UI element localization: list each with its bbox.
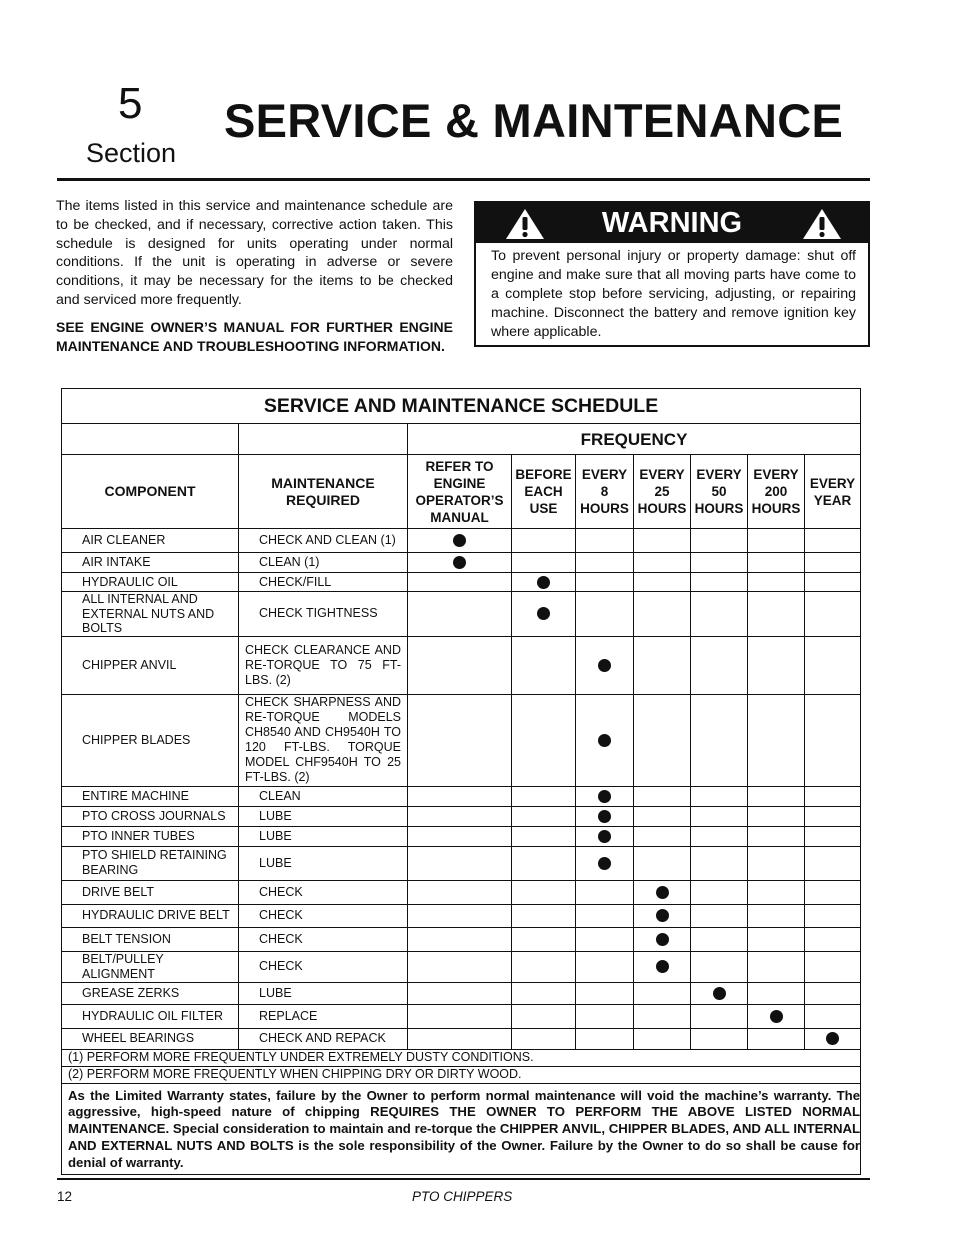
title-divider	[57, 178, 870, 181]
table-row	[62, 529, 861, 553]
component-cell: HYDRAULIC OIL	[62, 573, 239, 592]
table-row	[62, 553, 861, 573]
table-row	[62, 786, 861, 806]
schedule-dot-icon	[537, 576, 550, 589]
frequency-cell-h25	[634, 880, 691, 904]
component-cell: ALL INTERNAL AND EXTERNAL NUTS AND BOLTS	[62, 592, 239, 637]
frequency-cell-year	[805, 1004, 861, 1028]
page-title: SERVICE & MAINTENANCE	[224, 94, 844, 147]
frequency-cell-h50	[691, 529, 748, 553]
component-cell: BELT TENSION	[62, 927, 239, 951]
frequency-cell-h50	[691, 880, 748, 904]
column-header-every-25-hours: EVERY 25 HOURS	[634, 455, 691, 529]
frequency-cell-h200	[748, 806, 805, 826]
frequency-cell-year	[805, 592, 861, 637]
schedule-dot-icon	[656, 886, 669, 899]
frequency-cell-year	[805, 1028, 861, 1049]
column-header-component: COMPONENT	[62, 455, 239, 529]
frequency-cell-h200	[748, 927, 805, 951]
frequency-cell-h8	[576, 553, 634, 573]
frequency-cell-manual	[408, 982, 512, 1004]
maintenance-cell: REPLACE	[239, 1004, 408, 1028]
frequency-cell-h200	[748, 826, 805, 846]
maintenance-cell: CHECK AND REPACK	[239, 1028, 408, 1049]
maintenance-cell: CHECK SHARPNESS AND RE-TORQUE MODELS CH8540 AND CH9540H TO 120 FT-LBS. TORQUE MODEL CHF9540H TO 25 FT-LBS. (2)	[239, 694, 408, 786]
frequency-cell-h25	[634, 982, 691, 1004]
frequency-cell-before	[512, 927, 576, 951]
maintenance-cell: CHECK/FILL	[239, 573, 408, 592]
table-row	[62, 826, 861, 846]
warranty-row	[62, 1083, 861, 1175]
column-header-every-8-hours: EVERY 8 HOURS	[576, 455, 634, 529]
frequency-cell-h50	[691, 826, 748, 846]
section-number: 5	[118, 79, 143, 128]
maintenance-schedule-table	[61, 388, 861, 1175]
frequency-cell-manual	[408, 636, 512, 694]
empty-header-cell	[239, 424, 408, 455]
frequency-cell-before	[512, 592, 576, 637]
frequency-cell-year	[805, 826, 861, 846]
column-header-every-50-hours: EVERY 50 HOURS	[691, 455, 748, 529]
frequency-cell-manual	[408, 904, 512, 927]
footnote: (1) PERFORM MORE FREQUENTLY UNDER EXTREMELY DUSTY CONDITIONS.	[62, 1049, 861, 1066]
component-cell: HYDRAULIC DRIVE BELT	[62, 904, 239, 927]
section-label: Section	[86, 138, 177, 168]
frequency-cell-year	[805, 694, 861, 786]
schedule-dot-icon	[598, 790, 611, 803]
note-row	[62, 1049, 861, 1066]
table-row	[62, 846, 861, 880]
table-row	[62, 982, 861, 1004]
table-row	[62, 951, 861, 982]
frequency-cell-year	[805, 529, 861, 553]
frequency-cell-h8	[576, 826, 634, 846]
frequency-cell-h50	[691, 1028, 748, 1049]
frequency-cell-h50	[691, 694, 748, 786]
frequency-cell-year	[805, 951, 861, 982]
frequency-cell-h50	[691, 982, 748, 1004]
frequency-cell-h8	[576, 846, 634, 880]
frequency-cell-manual	[408, 826, 512, 846]
frequency-cell-h25	[634, 592, 691, 637]
table-row	[62, 573, 861, 592]
schedule-dot-icon	[453, 534, 466, 547]
frequency-cell-h50	[691, 951, 748, 982]
table-row	[62, 1004, 861, 1028]
frequency-cell-h200	[748, 573, 805, 592]
component-cell: CHIPPER ANVIL	[62, 636, 239, 694]
table-row	[62, 1028, 861, 1049]
frequency-cell-h8	[576, 982, 634, 1004]
frequency-cell-before	[512, 846, 576, 880]
warning-triangle-icon	[802, 208, 842, 240]
frequency-cell-h50	[691, 927, 748, 951]
component-cell: ENTIRE MACHINE	[62, 786, 239, 806]
frequency-cell-manual	[408, 694, 512, 786]
table-row	[62, 806, 861, 826]
footer-divider	[57, 1178, 870, 1180]
frequency-cell-before	[512, 636, 576, 694]
component-cell: BELT/PULLEY ALIGNMENT	[62, 951, 239, 982]
schedule-dot-icon	[598, 659, 611, 672]
frequency-cell-year	[805, 573, 861, 592]
frequency-cell-h50	[691, 1004, 748, 1028]
frequency-cell-h8	[576, 880, 634, 904]
frequency-cell-h50	[691, 904, 748, 927]
frequency-cell-h25	[634, 951, 691, 982]
schedule-dot-icon	[598, 734, 611, 747]
frequency-cell-before	[512, 880, 576, 904]
frequency-cell-h25	[634, 927, 691, 951]
frequency-cell-manual	[408, 786, 512, 806]
frequency-cell-h25	[634, 636, 691, 694]
frequency-cell-manual	[408, 529, 512, 553]
frequency-cell-h8	[576, 636, 634, 694]
frequency-cell-h25	[634, 529, 691, 553]
warning-header	[476, 203, 868, 243]
maintenance-cell: LUBE	[239, 846, 408, 880]
frequency-cell-year	[805, 846, 861, 880]
component-cell: WHEEL BEARINGS	[62, 1028, 239, 1049]
table-row	[62, 904, 861, 927]
footer-doc-title: PTO CHIPPERS	[412, 1189, 513, 1204]
intro-paragraph: The items listed in this service and maintenance schedule are to be checked, and if necessary, corrective action taken. This schedule is designed for units operating under normal conditions. If the unit is operating in adverse or severe conditions, it may be necessary for the items to be checked and serviced more frequently.	[56, 198, 453, 308]
maintenance-cell: CHECK AND CLEAN (1)	[239, 529, 408, 553]
component-cell: AIR CLEANER	[62, 529, 239, 553]
schedule-dot-icon	[656, 909, 669, 922]
frequency-cell-h25	[634, 553, 691, 573]
maintenance-cell: CHECK CLEARANCE AND RE-TORQUE TO 75 FT-LBS. (2)	[239, 636, 408, 694]
frequency-header: FREQUENCY	[408, 424, 861, 455]
column-header-every-year: EVERY YEAR	[805, 455, 861, 529]
frequency-cell-h200	[748, 951, 805, 982]
frequency-cell-before	[512, 806, 576, 826]
frequency-cell-h200	[748, 694, 805, 786]
frequency-cell-manual	[408, 573, 512, 592]
frequency-cell-h25	[634, 826, 691, 846]
frequency-cell-h200	[748, 636, 805, 694]
frequency-cell-before	[512, 951, 576, 982]
frequency-cell-h8	[576, 1028, 634, 1049]
footnote: (2) PERFORM MORE FREQUENTLY WHEN CHIPPING DRY OR DIRTY WOOD.	[62, 1066, 861, 1083]
maintenance-cell: CLEAN (1)	[239, 553, 408, 573]
schedule-dot-icon	[598, 857, 611, 870]
schedule-dot-icon	[598, 830, 611, 843]
table-row	[62, 636, 861, 694]
frequency-cell-h8	[576, 951, 634, 982]
frequency-cell-h8	[576, 786, 634, 806]
frequency-cell-h8	[576, 529, 634, 553]
frequency-cell-h25	[634, 1028, 691, 1049]
frequency-cell-h50	[691, 592, 748, 637]
maintenance-cell: CLEAN	[239, 786, 408, 806]
component-cell: DRIVE BELT	[62, 880, 239, 904]
frequency-cell-h8	[576, 694, 634, 786]
frequency-cell-before	[512, 529, 576, 553]
frequency-cell-h200	[748, 529, 805, 553]
frequency-cell-h200	[748, 553, 805, 573]
component-cell: PTO CROSS JOURNALS	[62, 806, 239, 826]
frequency-cell-manual	[408, 592, 512, 637]
frequency-cell-h25	[634, 573, 691, 592]
frequency-cell-before	[512, 1028, 576, 1049]
maintenance-cell: CHECK	[239, 880, 408, 904]
frequency-cell-year	[805, 927, 861, 951]
component-cell: PTO INNER TUBES	[62, 826, 239, 846]
frequency-cell-h25	[634, 694, 691, 786]
frequency-cell-year	[805, 553, 861, 573]
frequency-cell-year	[805, 880, 861, 904]
schedule-dot-icon	[537, 607, 550, 620]
empty-header-cell	[62, 424, 239, 455]
warning-text: To prevent personal injury or property damage: shut off engine and make sure that all moving parts have come to a complete stop before servicing, adjusting, or repairing machine. Disconnect the battery and remove ignition key where applicable.	[491, 248, 856, 340]
column-header-every-200-hours: EVERY 200 HOURS	[748, 455, 805, 529]
frequency-cell-before	[512, 1004, 576, 1028]
frequency-cell-before	[512, 826, 576, 846]
frequency-cell-before	[512, 786, 576, 806]
maintenance-cell: LUBE	[239, 806, 408, 826]
frequency-cell-h200	[748, 982, 805, 1004]
schedule-dot-icon	[713, 987, 726, 1000]
maintenance-cell: CHECK TIGHTNESS	[239, 592, 408, 637]
schedule-dot-icon	[656, 933, 669, 946]
frequency-cell-year	[805, 786, 861, 806]
schedule-dot-icon	[453, 556, 466, 569]
frequency-cell-manual	[408, 1028, 512, 1049]
frequency-cell-before	[512, 553, 576, 573]
frequency-cell-h8	[576, 1004, 634, 1028]
component-cell: PTO SHIELD RETAINING BEARING	[62, 846, 239, 880]
frequency-cell-manual	[408, 553, 512, 573]
warning-title: WARNING	[601, 207, 743, 239]
maintenance-cell: CHECK	[239, 951, 408, 982]
frequency-cell-h50	[691, 553, 748, 573]
table-row	[62, 927, 861, 951]
frequency-cell-h50	[691, 573, 748, 592]
schedule-dot-icon	[826, 1032, 839, 1045]
frequency-cell-h200	[748, 880, 805, 904]
table-row	[62, 592, 861, 637]
frequency-cell-before	[512, 573, 576, 592]
maintenance-cell: CHECK	[239, 927, 408, 951]
frequency-cell-before	[512, 982, 576, 1004]
schedule-dot-icon	[598, 810, 611, 823]
frequency-cell-h200	[748, 786, 805, 806]
frequency-cell-before	[512, 694, 576, 786]
maintenance-cell: LUBE	[239, 982, 408, 1004]
frequency-cell-h8	[576, 592, 634, 637]
schedule-dot-icon	[770, 1010, 783, 1023]
frequency-cell-h25	[634, 786, 691, 806]
component-cell: HYDRAULIC OIL FILTER	[62, 1004, 239, 1028]
table-row	[62, 880, 861, 904]
frequency-cell-manual	[408, 846, 512, 880]
frequency-cell-year	[805, 904, 861, 927]
frequency-cell-manual	[408, 806, 512, 826]
frequency-cell-h200	[748, 1004, 805, 1028]
column-header-engine-manual: REFER TO ENGINE OPERATOR’S MANUAL	[408, 455, 512, 529]
frequency-cell-year	[805, 636, 861, 694]
frequency-cell-h200	[748, 1028, 805, 1049]
frequency-cell-h25	[634, 806, 691, 826]
frequency-cell-h25	[634, 904, 691, 927]
maintenance-cell: LUBE	[239, 826, 408, 846]
frequency-cell-h25	[634, 846, 691, 880]
frequency-cell-manual	[408, 951, 512, 982]
frequency-cell-manual	[408, 1004, 512, 1028]
column-header-maintenance: MAINTENANCE REQUIRED	[239, 455, 408, 529]
column-header-before-each-use: BEFORE EACH USE	[512, 455, 576, 529]
component-cell: AIR INTAKE	[62, 553, 239, 573]
schedule-dot-icon	[656, 960, 669, 973]
frequency-cell-h8	[576, 904, 634, 927]
component-cell: GREASE ZERKS	[62, 982, 239, 1004]
table-row	[62, 694, 861, 786]
warning-box	[474, 201, 870, 347]
component-cell: CHIPPER BLADES	[62, 694, 239, 786]
frequency-cell-year	[805, 806, 861, 826]
frequency-cell-h50	[691, 846, 748, 880]
schedule-title: SERVICE AND MAINTENANCE SCHEDULE	[62, 389, 861, 424]
warranty-statement: As the Limited Warranty states, failure by the Owner to perform normal maintenance will void the machine’s warranty. The aggressive, high-speed nature of chipping REQUIRES THE OWNER TO PERFORM THE ABOVE LISTED NORMAL MAINTENANCE. Special consideration to maintain and re-torque the CHIPPER ANVIL, CHIPPER BLADES, AND ALL INTERNAL AND EXTERNAL NUTS AND BOLTS is the sole responsibility of the Owner. Failure by the Owner to do so shall be cause for denial of warranty.	[62, 1083, 861, 1175]
frequency-cell-h8	[576, 573, 634, 592]
maintenance-cell: CHECK	[239, 904, 408, 927]
engine-manual-note: SEE ENGINE OWNER’S MANUAL FOR FURTHER ENGINE MAINTENANCE AND TROUBLESHOOTING INFORMATION.	[56, 319, 453, 354]
frequency-cell-h50	[691, 786, 748, 806]
frequency-cell-before	[512, 904, 576, 927]
frequency-cell-h200	[748, 846, 805, 880]
frequency-cell-h50	[691, 806, 748, 826]
frequency-cell-h8	[576, 927, 634, 951]
frequency-cell-h25	[634, 1004, 691, 1028]
frequency-cell-h200	[748, 904, 805, 927]
frequency-cell-manual	[408, 927, 512, 951]
note-row	[62, 1066, 861, 1083]
page-number: 12	[57, 1189, 73, 1204]
frequency-cell-h50	[691, 636, 748, 694]
frequency-cell-h8	[576, 806, 634, 826]
frequency-cell-year	[805, 982, 861, 1004]
frequency-cell-h200	[748, 592, 805, 637]
frequency-cell-manual	[408, 880, 512, 904]
